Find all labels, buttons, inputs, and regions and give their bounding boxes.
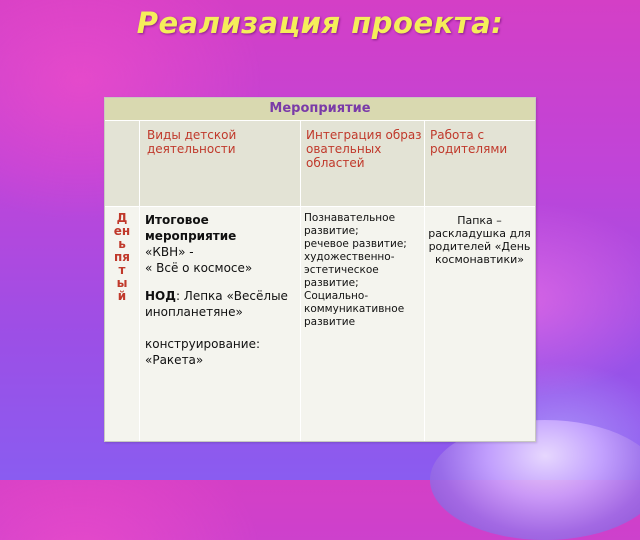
day-label	[105, 206, 139, 441]
column-header-integration: Интеграция образовательных областей	[300, 120, 424, 206]
slide-title: Реализация проекта:	[136, 6, 504, 40]
grid-line	[424, 120, 425, 441]
nod-label: НОД	[145, 289, 176, 303]
day-label-part: т	[118, 263, 126, 277]
corner-cell	[105, 120, 139, 206]
column-header-activities: Виды детской деятельности	[139, 120, 300, 206]
table-header: Мероприятие	[105, 98, 535, 120]
day-label-part: пя	[114, 250, 130, 264]
column-header-parents: Работа с родителями	[424, 120, 535, 206]
day-label-part: й	[117, 289, 127, 303]
final-event-label: Итоговое мероприятие	[145, 213, 237, 243]
grid-line	[139, 120, 140, 441]
nod-text: : Лепка «Весёлые инопланетяне»	[145, 289, 288, 319]
parents-cell: Папка – раскладушка для родителей «День космонавтики»	[424, 206, 535, 441]
grid-line	[300, 120, 301, 441]
day-label-part: ь	[118, 237, 126, 251]
kvn-title: « Всё о космосе»	[145, 261, 253, 275]
day-label-part: ен	[113, 224, 131, 238]
construct-text: конструирование: «Ракета»	[145, 337, 260, 367]
kvn-label: «КВН» -	[145, 245, 194, 259]
event-table	[104, 97, 536, 442]
grid-line	[105, 206, 535, 207]
grid-line	[105, 120, 535, 121]
integration-cell: Познавательное развитие; речевое развитие; художественно-эстетическое развитие; Социально-коммуникативное развитие	[300, 206, 424, 441]
day-label-part: Д	[116, 211, 128, 225]
day-label-part: ы	[116, 276, 128, 290]
activity-cell	[139, 206, 300, 441]
